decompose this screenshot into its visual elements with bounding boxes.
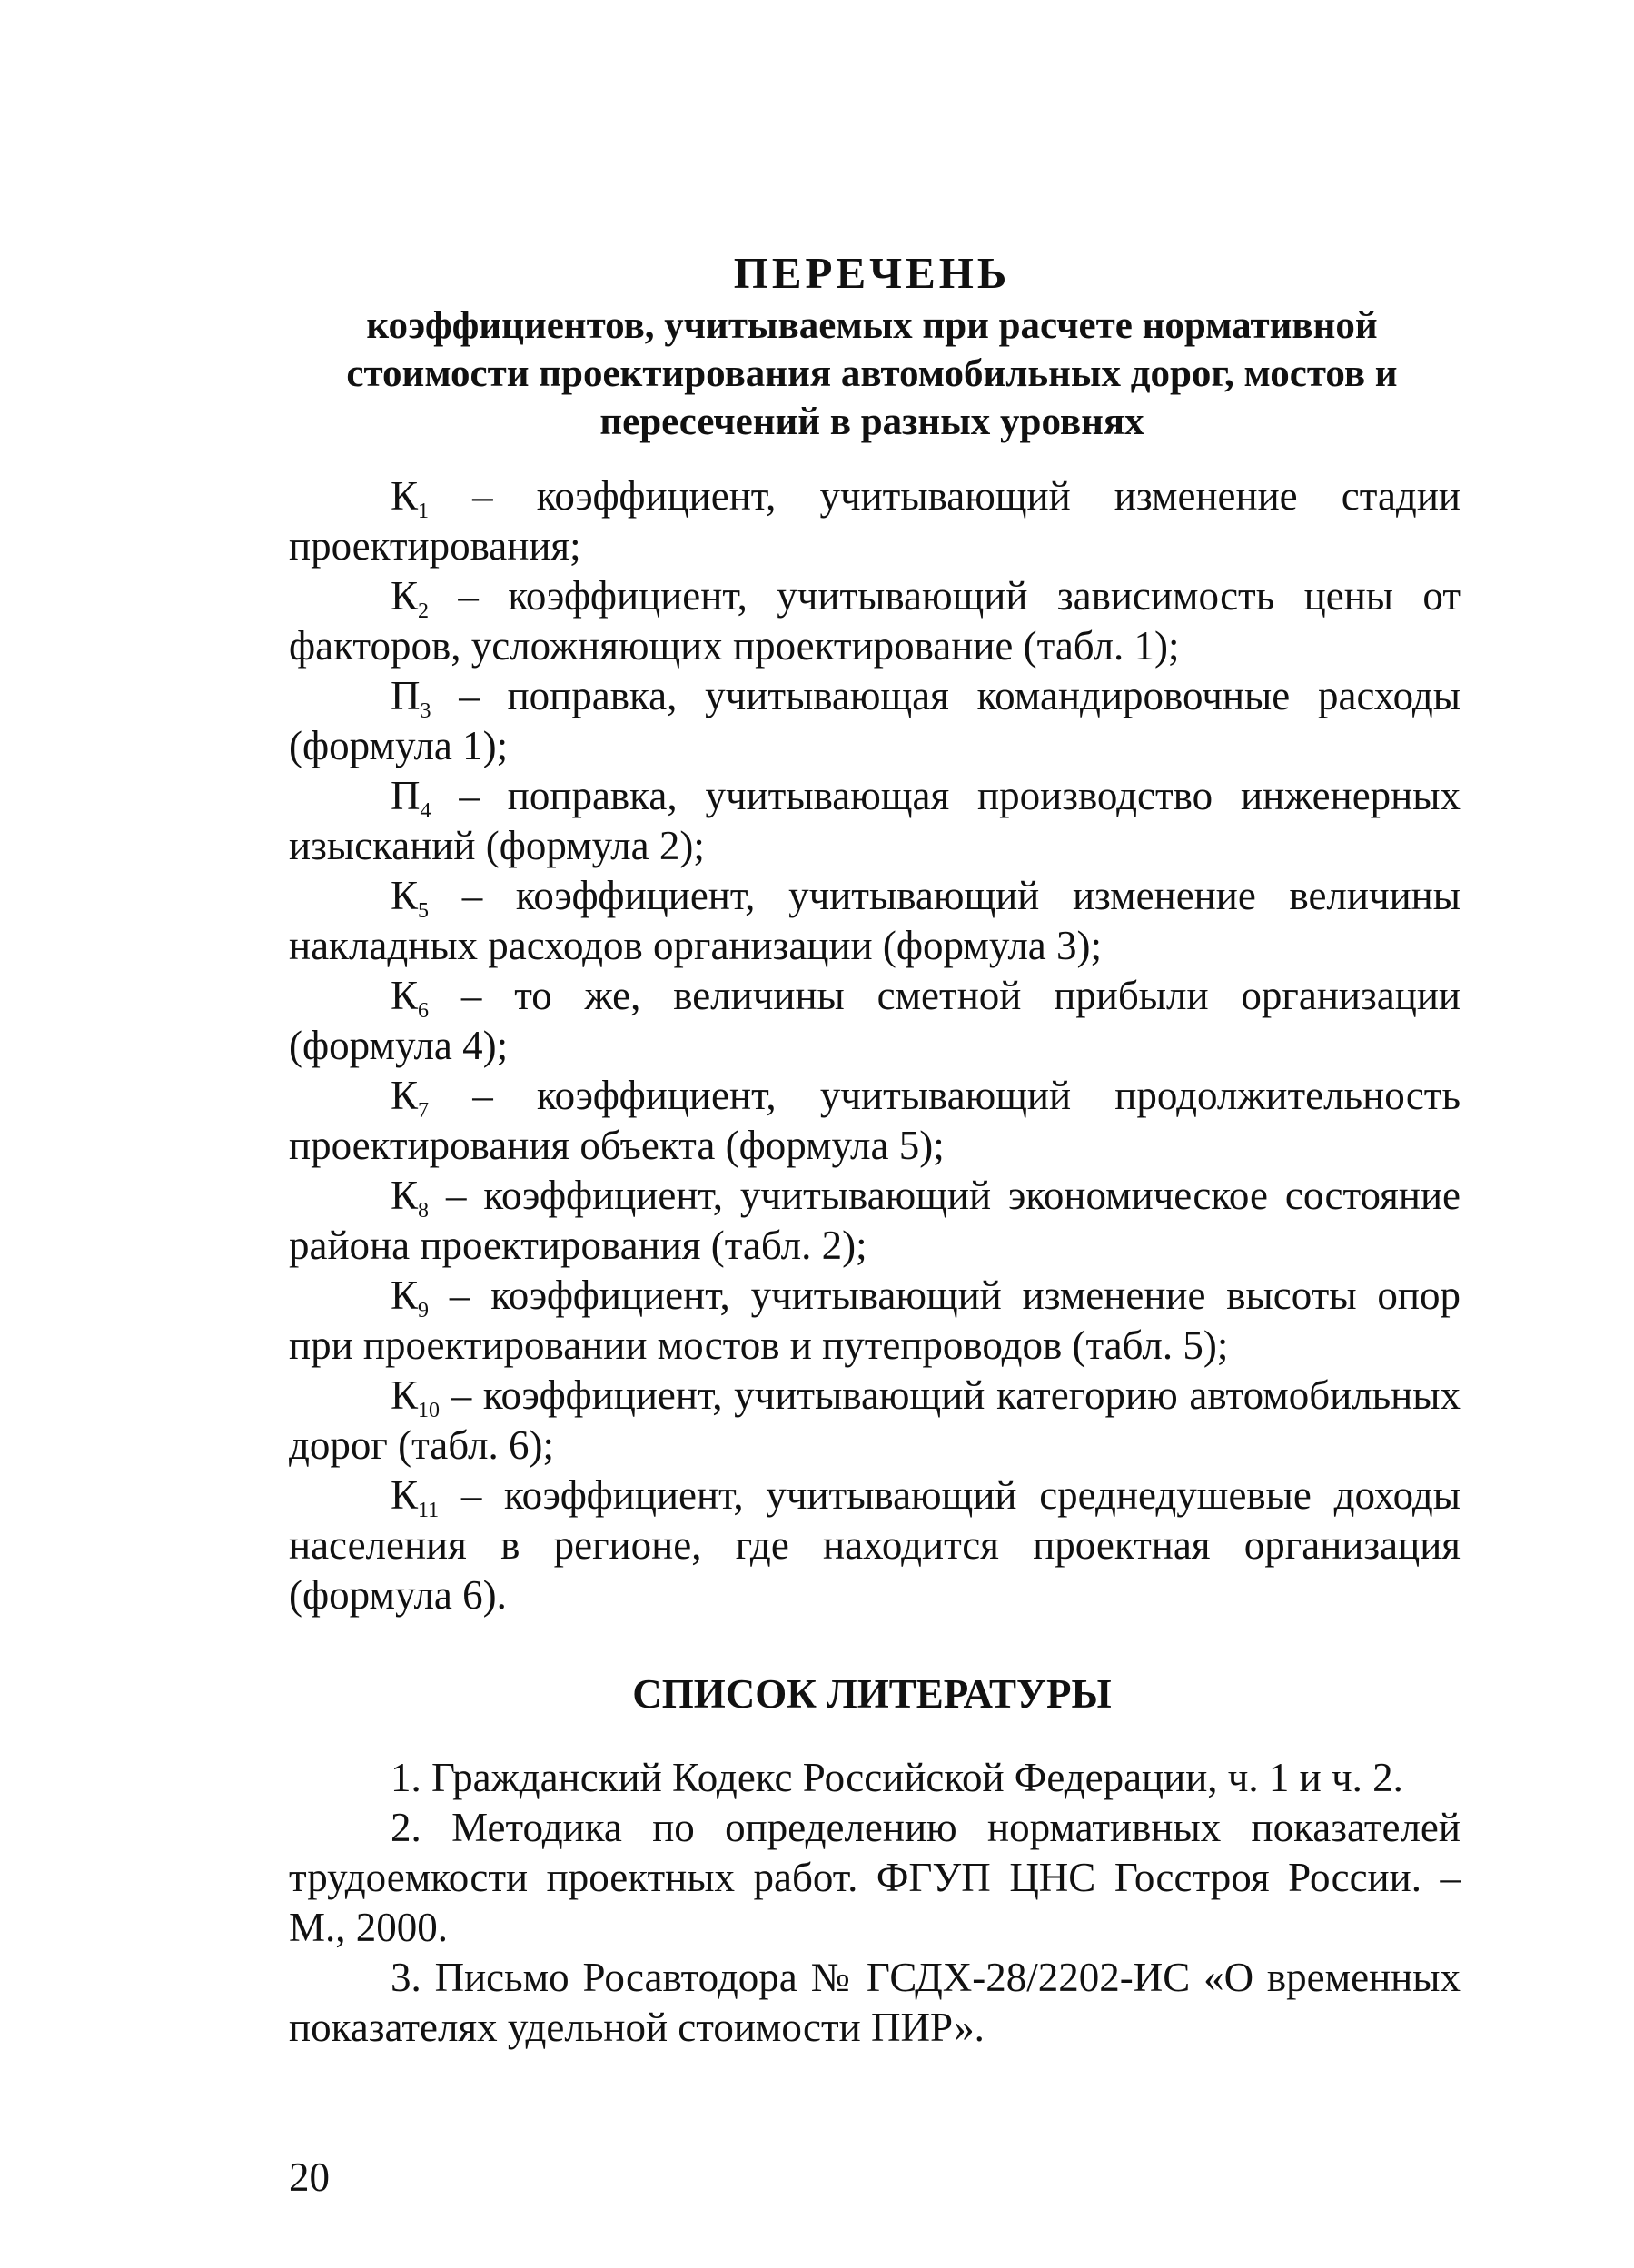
coefficient-item [289,771,1461,871]
coefficient-item [289,571,1461,671]
coefficient-symbol: К [391,973,419,1018]
coefficient-index: 9 [418,1299,430,1322]
coefficient-symbol: К [391,1073,419,1118]
literature-item: 1. Гражданский Кодекс Российской Федерации, ч. 1 и ч. 2. [391,1755,1403,1800]
coefficient-description: – коэффициент, учитывающий изменение высоты опор при проектировании мостов и путепроводов (табл. 5); [289,1273,1461,1368]
coefficient-symbol: П [391,773,421,818]
coefficient-item [289,471,1461,571]
coefficient-index: 1 [418,500,430,523]
coefficient-symbol: К [391,1372,419,1418]
page-number: 20 [289,2154,330,2200]
page-title: ПЕРЕЧЕНЬ [733,248,1011,298]
coefficient-index: 10 [418,1399,441,1422]
coefficient-description: – коэффициент, учитывающий изменение стадии проектирования; [289,473,1461,569]
literature-heading: СПИСОК ЛИТЕРАТУРЫ [632,1671,1112,1717]
coefficient-item [289,1071,1461,1171]
literature-item: 2. Методика по определению нормативных показателей трудоемкости проектных работ. ФГУП ЦНС Госстроя России. – М., 2000. [289,1805,1461,1950]
subtitle-line: коэффициентов, учитываемых при расчете нормативной [366,304,1378,347]
coefficient-symbol: К [391,473,419,519]
coefficient-item [289,1171,1461,1271]
coefficient-item [289,1371,1461,1471]
literature-item: 3. Письмо Росавтодора № ГСДХ-28/2202-ИС «О временных показателях удельной стоимости ПИР». [289,1955,1461,2050]
coefficient-index: 4 [420,799,431,823]
coefficient-item [289,1471,1461,1620]
coefficient-description: – коэффициент, учитывающий изменение величины накладных расходов организации (формула 3); [289,873,1461,968]
coefficient-item [289,671,1461,771]
literature-list [289,1753,1461,2053]
coefficient-symbol: К [391,1472,419,1518]
coefficient-list [289,471,1461,1620]
coefficient-description: – то же, величины сметной прибыли организации (формула 4); [289,973,1461,1068]
coefficient-index: 6 [418,999,430,1023]
coefficient-description: – коэффициент, учитывающий среднедушевые доходы населения в регионе, где находится проектная организация (формула 6). [289,1472,1461,1618]
coefficient-index: 8 [418,1199,430,1223]
coefficient-index: 5 [418,899,430,923]
coefficient-symbol: К [391,1173,419,1218]
coefficient-description: – коэффициент, учитывающий экономическое состояние района проектирования (табл. 2); [289,1173,1461,1268]
coefficient-symbol: К [391,873,419,918]
coefficient-symbol: П [391,673,421,718]
subtitle-line: стоимости проектирования автомобильных дорог, мостов и [346,352,1398,395]
coefficient-index: 11 [418,1499,440,1522]
page-subtitle [282,302,1462,446]
coefficient-item [289,871,1461,971]
coefficient-index: 3 [420,699,431,723]
coefficient-index: 2 [418,599,430,623]
coefficient-symbol: К [391,1273,419,1318]
coefficient-description: – коэффициент, учитывающий зависимость цены от факторов, усложняющих проектирование (табл. 1); [289,573,1461,669]
coefficient-description: – поправка, учитывающая производство инженерных изысканий (формула 2); [289,773,1461,868]
coefficient-index: 7 [418,1099,430,1123]
subtitle-line: пересечений в разных уровнях [599,401,1144,443]
coefficient-symbol: К [391,573,419,619]
coefficient-description: – коэффициент, учитывающий продолжительность проектирования объекта (формула 5); [289,1073,1461,1168]
coefficient-item [289,971,1461,1071]
coefficient-description: – коэффициент, учитывающий категорию автомобильных дорог (табл. 6); [289,1372,1461,1468]
coefficient-description: – поправка, учитывающая командировочные расходы (формула 1); [289,673,1461,768]
coefficient-item [289,1271,1461,1371]
